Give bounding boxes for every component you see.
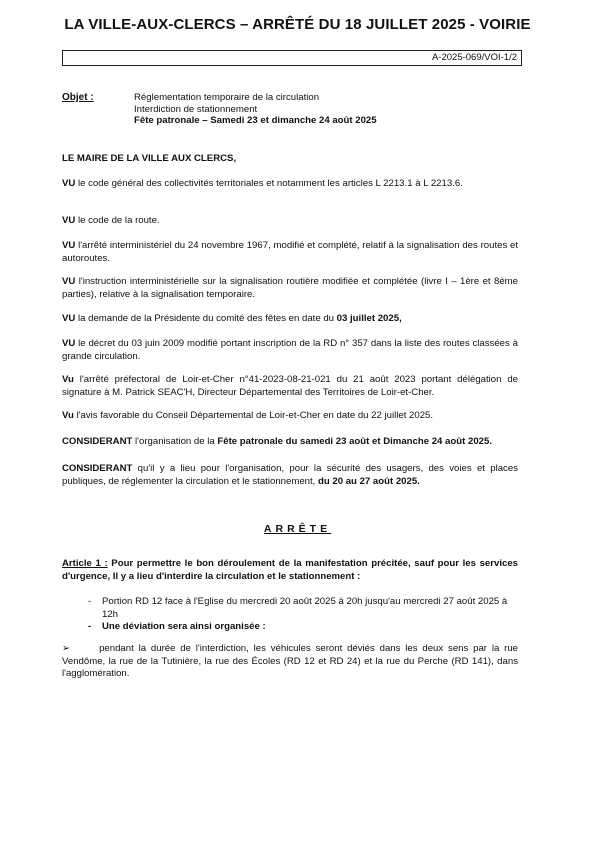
visa-6 bbox=[62, 338, 518, 363]
bullet-dash: - bbox=[88, 621, 92, 632]
visa-prefix: VU bbox=[62, 240, 76, 251]
considerant-2 bbox=[62, 463, 518, 488]
visa-text: le décret du 03 juin 2009 modifié portant inscription de la RD n° 357 dans la liste des routes classées à grande circulation. bbox=[62, 338, 518, 362]
objet-line-2: Interdiction de stationnement bbox=[134, 103, 258, 115]
objet-line-3: Fête patronale – Samedi 23 et dimanche 24 août 2025 bbox=[134, 115, 377, 126]
objet-label: Objet : bbox=[62, 92, 94, 103]
considerant-1 bbox=[62, 436, 518, 449]
visa-prefix: VU bbox=[62, 276, 76, 287]
document-title: LA VILLE-AUX-CLERCS – ARRÊTÉ DU 18 JUILLET 2025 - VOIRIE bbox=[64, 16, 531, 33]
reference-number: A-2025-069/VOI-1/2 bbox=[431, 52, 517, 63]
reference-box bbox=[62, 50, 522, 66]
considerant-text: qu'il y a lieu pour l'organisation, pour la sécurité des usagers, des voies et places publiques, de réglementer la circulation et le stationnement, bbox=[62, 463, 518, 487]
article-1-label: Article 1 : bbox=[62, 558, 108, 569]
visa-7 bbox=[62, 374, 518, 399]
visa-text: le code général des collectivités territoriales et notamment les articles L 2213.1 à L 2213.6. bbox=[75, 178, 463, 189]
visa-text: la demande de la Présidente du comité des fêtes en date du bbox=[75, 313, 337, 324]
considerant-prefix: CONSIDERANT bbox=[62, 463, 133, 474]
objet-block bbox=[134, 92, 377, 127]
visa-8 bbox=[62, 410, 518, 423]
considerant-prefix: CONSIDERANT bbox=[62, 436, 133, 447]
visa-text: l'arrêté interministériel du 24 novembre 1967, modifié et complété, relatif à la signalisation des routes et autoroutes. bbox=[62, 240, 518, 264]
visa-1 bbox=[62, 178, 518, 191]
visa-text: l'instruction interministérielle sur la signalisation routière modifiée et complétée (livre I – 1ère et 8ème parties), relative à la signalisation temporaire. bbox=[62, 276, 518, 300]
visa-prefix: VU bbox=[62, 215, 76, 226]
intro-line: LE MAIRE DE LA VILLE AUX CLERCS, bbox=[62, 153, 237, 164]
deviation-text: pendant la durée de l'interdiction, les véhicules seront déviés dans les deux sens par la rue Vendôme, la rue de la Tutinière, la rue des Écoles (RD 12 et RD 24) et la rue du Perche (RD 141), dans l'agglomération. bbox=[62, 643, 518, 679]
visa-3 bbox=[62, 240, 518, 265]
visa-text: l'arrêté préfectoral de Loir-et-Cher n°41-2023-08-21-021 du 21 août 2023 portant délégation de signature à M. Patrick SEAC'H, Directeur Départemental des Territoires de Loir-et-Cher. bbox=[62, 374, 518, 398]
visa-date: 03 juillet 2025, bbox=[336, 313, 402, 324]
arrete-heading bbox=[0, 523, 595, 535]
considerant-event: Fête patronale du samedi 23 août et Dimanche 24 août 2025. bbox=[217, 436, 492, 447]
bullet-item-2: Une déviation sera ainsi organisée : bbox=[102, 621, 266, 632]
visa-prefix: VU bbox=[62, 338, 76, 349]
deviation-paragraph bbox=[62, 643, 518, 681]
visa-prefix: VU bbox=[62, 178, 76, 189]
bullet-dash: - bbox=[88, 596, 92, 607]
considerant-text: l'organisation de la bbox=[132, 436, 218, 447]
visa-prefix: Vu bbox=[62, 374, 74, 385]
visa-4 bbox=[62, 276, 518, 301]
article-1 bbox=[62, 558, 518, 583]
arrete-heading-text: ARRÊTE bbox=[263, 523, 332, 535]
bullet-item-1: Portion RD 12 face à l'Eglise du mercredi 20 août 2025 à 20h jusqu'au mercredi 27 août 2025 à 12h bbox=[102, 596, 508, 620]
visa-text: le code de la route. bbox=[75, 215, 160, 226]
visa-prefix: VU bbox=[62, 313, 76, 324]
objet-line-1: Réglementation temporaire de la circulation bbox=[134, 92, 320, 103]
considerant-dates: du 20 au 27 août 2025. bbox=[317, 475, 420, 487]
article-1-text: Pour permettre le bon déroulement de la manifestation précitée, sauf pour les services d'urgence, Il y a lieu d'interdire la circulation et le stationnement : bbox=[62, 558, 518, 582]
visa-prefix: Vu bbox=[62, 410, 74, 421]
visa-2 bbox=[62, 215, 518, 228]
visa-5 bbox=[62, 313, 518, 326]
visa-text: l'avis favorable du Conseil Départemental de Loir-et-Cher en date du 22 juillet 2025. bbox=[73, 410, 434, 421]
arrow-icon: ➢ bbox=[62, 643, 71, 654]
